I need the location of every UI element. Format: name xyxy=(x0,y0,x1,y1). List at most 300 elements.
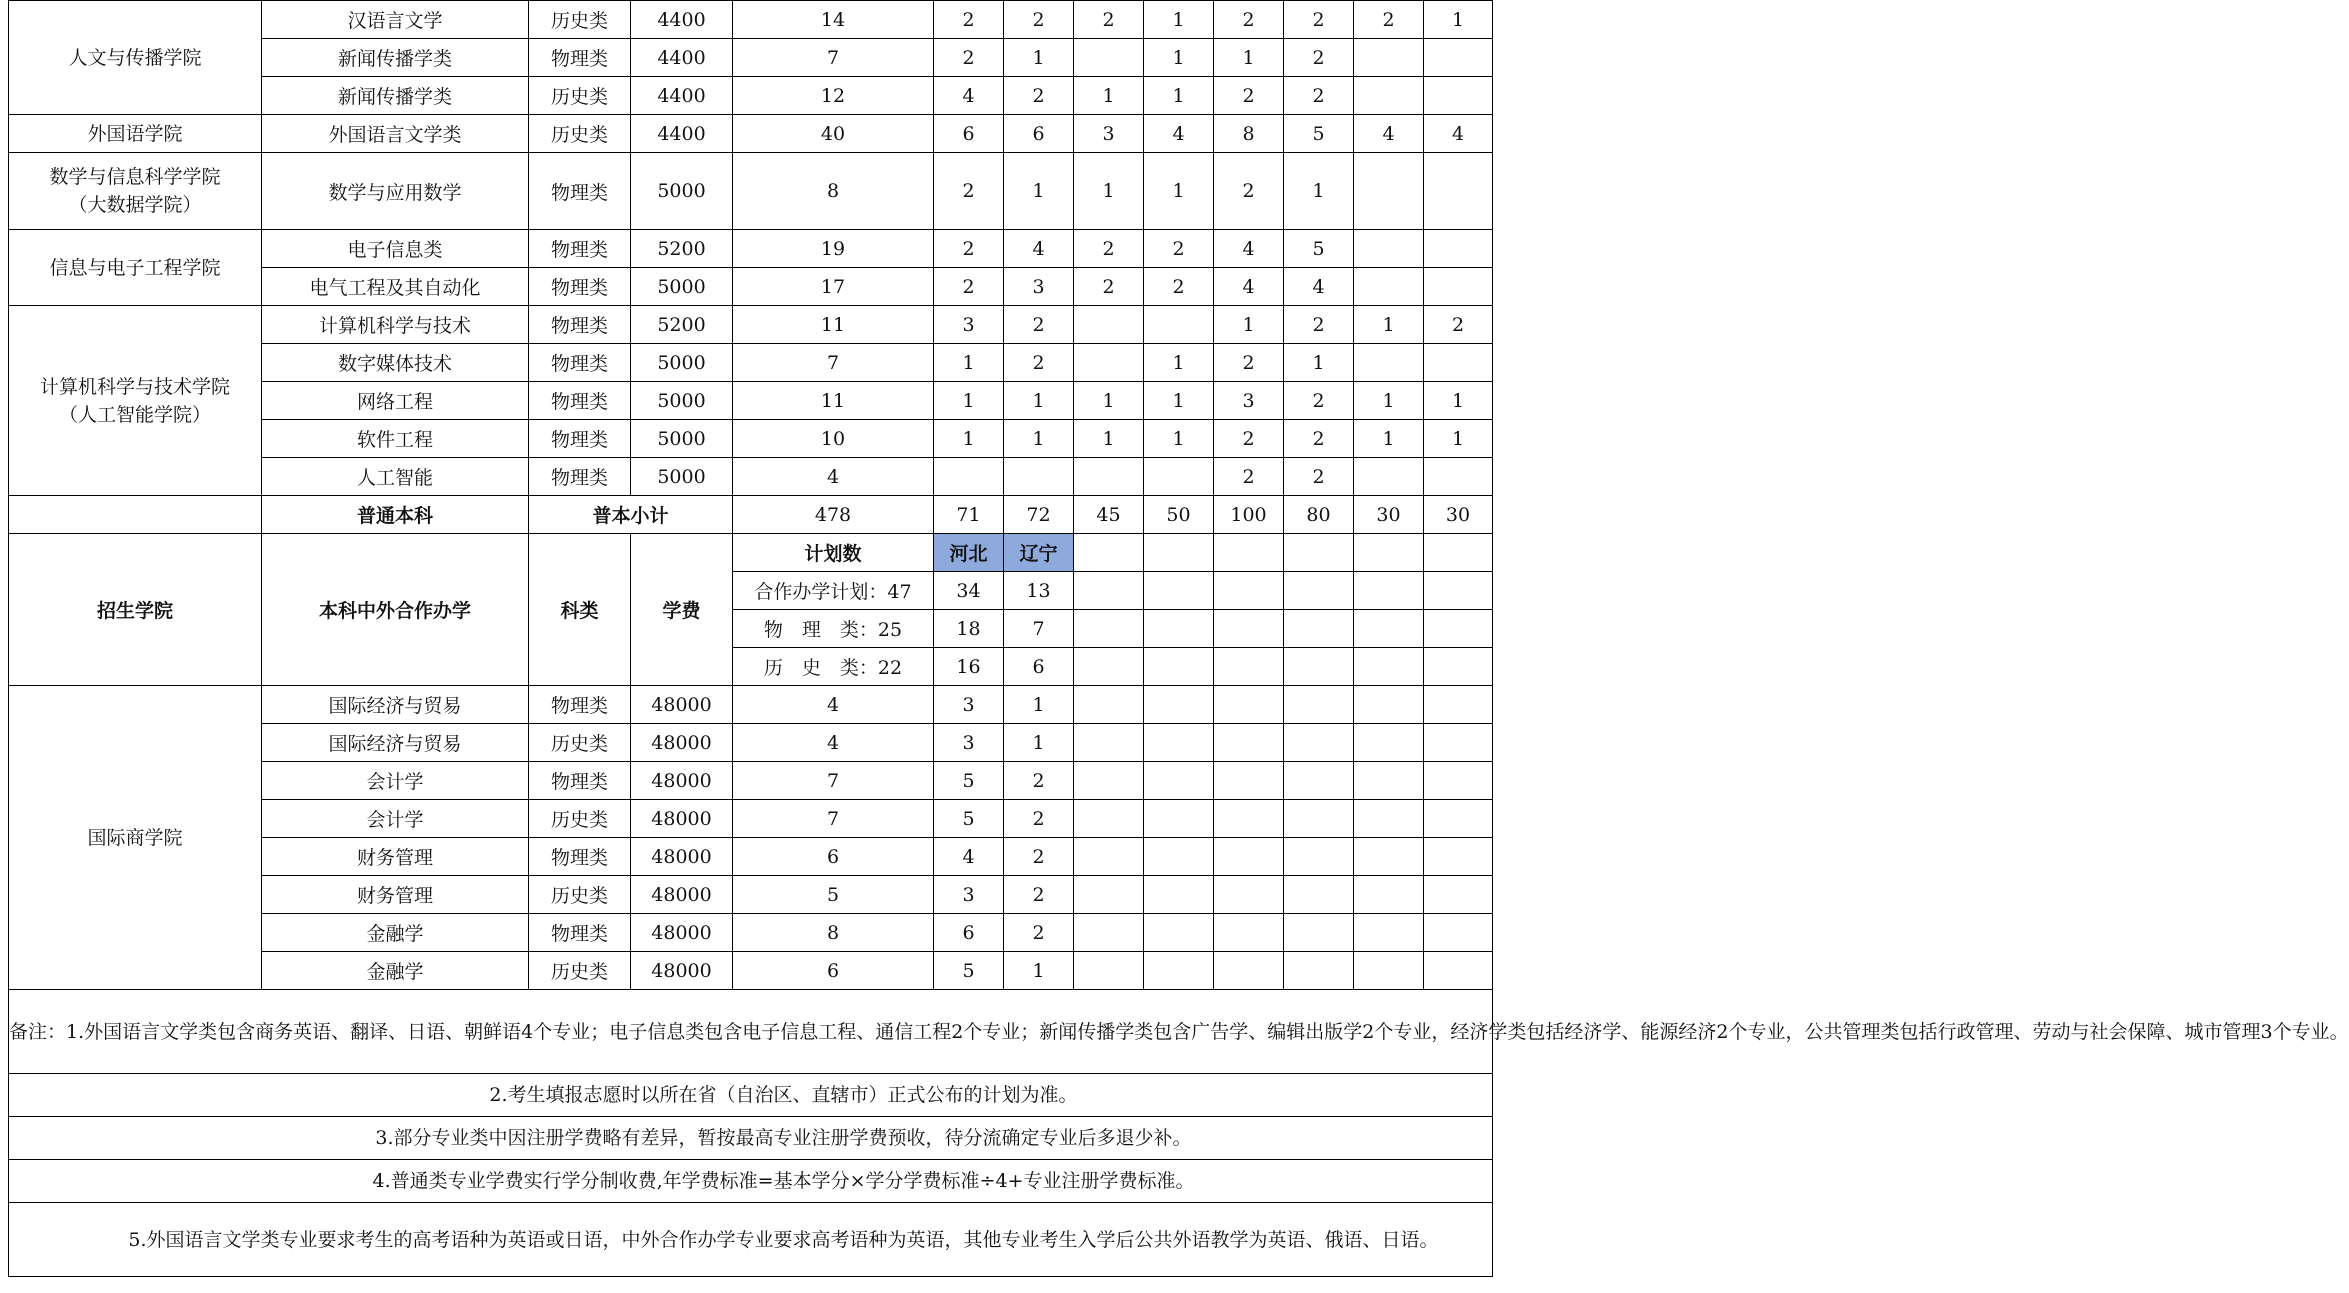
province-quota: 2 xyxy=(1004,762,1074,800)
empty-cell xyxy=(1424,610,1493,648)
empty-cell xyxy=(1284,648,1354,686)
province-quota xyxy=(934,458,1004,496)
province-quota: 2 xyxy=(1074,1,1144,39)
province-quota xyxy=(1074,344,1144,382)
province-quota: 1 xyxy=(1144,382,1214,420)
empty-cell xyxy=(1074,800,1144,838)
province-quota xyxy=(1354,230,1424,268)
tuition-fee: 5000 xyxy=(631,420,733,458)
province-quota: 1 xyxy=(1144,77,1214,115)
plan-total: 19 xyxy=(733,230,934,268)
table-row xyxy=(9,230,1493,268)
empty-cell xyxy=(1074,762,1144,800)
tuition-fee: 4400 xyxy=(631,115,733,153)
tuition-fee: 5000 xyxy=(631,458,733,496)
plan-total: 7 xyxy=(733,800,934,838)
province-quota: 2 xyxy=(1004,800,1074,838)
province-quota: 1 xyxy=(1424,382,1493,420)
province-quota: 2 xyxy=(1284,458,1354,496)
province-quota: 1 xyxy=(1074,77,1144,115)
province-quota xyxy=(1424,39,1493,77)
empty-cell xyxy=(1424,952,1493,990)
college-name: 计算机科学与技术学院 （人工智能学院） xyxy=(9,306,262,496)
tuition-fee: 5200 xyxy=(631,306,733,344)
province-quota: 2 xyxy=(1214,420,1284,458)
empty-cell xyxy=(1354,724,1424,762)
tuition-fee: 48000 xyxy=(631,686,733,724)
note-text: 3.部分专业类中因注册学费略有差异，暂按最高专业注册学费预收，待分流确定专业后多退少补。 xyxy=(9,1117,1493,1160)
empty-cell xyxy=(1144,610,1214,648)
coop-program-header: 本科中外合作办学 xyxy=(262,534,529,686)
major-name: 计算机科学与技术 xyxy=(262,306,529,344)
province-quota: 2 xyxy=(1004,344,1074,382)
empty-cell xyxy=(1354,572,1424,610)
empty-cell xyxy=(1424,838,1493,876)
empty-cell xyxy=(1424,534,1493,572)
table-row xyxy=(9,115,1493,153)
empty-cell xyxy=(1214,952,1284,990)
plan-total: 11 xyxy=(733,382,934,420)
empty-cell xyxy=(1214,534,1284,572)
coop-summary-quota: 16 xyxy=(934,648,1004,686)
empty-cell xyxy=(1214,724,1284,762)
major-name: 国际经济与贸易 xyxy=(262,686,529,724)
major-name: 金融学 xyxy=(262,914,529,952)
empty-cell xyxy=(1424,914,1493,952)
empty-cell xyxy=(1354,648,1424,686)
tuition-fee: 4400 xyxy=(631,39,733,77)
subject-category: 物理类 xyxy=(529,153,631,230)
province-quota: 2 xyxy=(1284,39,1354,77)
table-row xyxy=(9,306,1493,344)
subtotal-quota: 100 xyxy=(1214,496,1284,534)
plan-count-header: 计划数 xyxy=(733,534,934,572)
tuition-fee: 48000 xyxy=(631,800,733,838)
empty-cell xyxy=(1424,724,1493,762)
empty-cell xyxy=(1144,800,1214,838)
subtotal-total: 478 xyxy=(733,496,934,534)
college-name: 数学与信息科学学院 （大数据学院） xyxy=(9,153,262,230)
province-quota: 2 xyxy=(1354,1,1424,39)
table-row xyxy=(9,153,1493,230)
subtotal-row xyxy=(9,496,1493,534)
plan-total: 8 xyxy=(733,914,934,952)
province-quota xyxy=(1074,458,1144,496)
province-quota: 2 xyxy=(934,1,1004,39)
province-quota: 4 xyxy=(934,77,1004,115)
major-name: 汉语言文学 xyxy=(262,1,529,39)
coop-fee-header: 学费 xyxy=(631,534,733,686)
coop-summary-quota: 13 xyxy=(1004,572,1074,610)
province-quota: 1 xyxy=(1354,306,1424,344)
coop-summary-label: 历 史 类：22 xyxy=(733,648,934,686)
plan-total: 7 xyxy=(733,762,934,800)
empty-cell xyxy=(1144,648,1214,686)
empty-cell xyxy=(1284,610,1354,648)
plan-total: 5 xyxy=(733,876,934,914)
province-quota: 1 xyxy=(1144,344,1214,382)
empty-cell xyxy=(1074,838,1144,876)
coop-summary-quota: 18 xyxy=(934,610,1004,648)
empty-cell xyxy=(1214,876,1284,914)
subtotal-quota: 72 xyxy=(1004,496,1074,534)
subtotal-quota: 30 xyxy=(1354,496,1424,534)
major-name: 国际经济与贸易 xyxy=(262,724,529,762)
major-name: 财务管理 xyxy=(262,838,529,876)
province-quota: 3 xyxy=(1214,382,1284,420)
major-name: 软件工程 xyxy=(262,420,529,458)
province-quota xyxy=(1074,39,1144,77)
empty-cell xyxy=(1214,686,1284,724)
coop-summary-quota: 7 xyxy=(1004,610,1074,648)
subject-category: 物理类 xyxy=(529,762,631,800)
subject-category: 物理类 xyxy=(529,382,631,420)
tuition-fee: 48000 xyxy=(631,762,733,800)
subject-category: 历史类 xyxy=(529,77,631,115)
empty-cell xyxy=(1284,838,1354,876)
plan-total: 8 xyxy=(733,153,934,230)
empty-cell xyxy=(1144,686,1214,724)
plan-total: 11 xyxy=(733,306,934,344)
subject-category: 物理类 xyxy=(529,306,631,344)
empty-cell xyxy=(1284,686,1354,724)
empty-cell xyxy=(1354,952,1424,990)
subtotal-quota: 30 xyxy=(1424,496,1493,534)
major-name: 数学与应用数学 xyxy=(262,153,529,230)
province-quota xyxy=(1424,230,1493,268)
province-quota: 3 xyxy=(1074,115,1144,153)
province-quota: 2 xyxy=(1214,1,1284,39)
major-name: 电子信息类 xyxy=(262,230,529,268)
province-quota: 2 xyxy=(934,268,1004,306)
college-name: 国际商学院 xyxy=(9,686,262,990)
empty-cell xyxy=(1214,800,1284,838)
province-quota xyxy=(1144,306,1214,344)
province-quota: 3 xyxy=(934,306,1004,344)
college-name: 人文与传播学院 xyxy=(9,1,262,115)
tuition-fee: 48000 xyxy=(631,724,733,762)
empty-cell xyxy=(1214,610,1284,648)
plan-total: 6 xyxy=(733,838,934,876)
province-quota: 1 xyxy=(1004,952,1074,990)
empty-cell xyxy=(1074,952,1144,990)
province-quota: 6 xyxy=(1004,115,1074,153)
province-quota: 2 xyxy=(1214,458,1284,496)
province-quota: 1 xyxy=(1144,420,1214,458)
province-quota: 2 xyxy=(1004,1,1074,39)
province-quota: 3 xyxy=(934,686,1004,724)
province-quota: 1 xyxy=(1214,306,1284,344)
empty-cell xyxy=(1354,762,1424,800)
major-name: 人工智能 xyxy=(262,458,529,496)
subject-category: 历史类 xyxy=(529,876,631,914)
province-quota xyxy=(1354,458,1424,496)
subject-category: 物理类 xyxy=(529,230,631,268)
subtotal-quota: 45 xyxy=(1074,496,1144,534)
coop-summary-quota: 6 xyxy=(1004,648,1074,686)
province-quota: 2 xyxy=(1284,306,1354,344)
empty-cell xyxy=(1424,572,1493,610)
province-quota: 4 xyxy=(934,838,1004,876)
province-liaoning-header: 辽宁 xyxy=(1004,534,1074,572)
province-quota xyxy=(1354,268,1424,306)
plan-total: 10 xyxy=(733,420,934,458)
tuition-fee: 48000 xyxy=(631,952,733,990)
empty-cell xyxy=(1284,876,1354,914)
subject-category: 物理类 xyxy=(529,344,631,382)
province-quota: 5 xyxy=(934,762,1004,800)
province-quota: 1 xyxy=(1074,153,1144,230)
empty-cell xyxy=(1074,724,1144,762)
empty-cell xyxy=(1144,952,1214,990)
province-quota: 2 xyxy=(934,39,1004,77)
subject-category: 历史类 xyxy=(529,800,631,838)
province-quota xyxy=(1144,458,1214,496)
province-quota: 1 xyxy=(1074,382,1144,420)
empty-cell xyxy=(1424,876,1493,914)
tuition-fee: 5000 xyxy=(631,382,733,420)
major-name: 会计学 xyxy=(262,800,529,838)
province-quota: 5 xyxy=(934,952,1004,990)
note-text: 2.考生填报志愿时以所在省（自治区、直辖市）正式公布的计划为准。 xyxy=(9,1074,1493,1117)
province-quota: 2 xyxy=(1004,914,1074,952)
college-name: 外国语学院 xyxy=(9,115,262,153)
province-quota: 2 xyxy=(1074,230,1144,268)
province-quota: 4 xyxy=(1424,115,1493,153)
subtotal-sublabel: 普本小计 xyxy=(529,496,733,534)
empty-cell xyxy=(1354,838,1424,876)
plan-total: 4 xyxy=(733,686,934,724)
province-quota: 2 xyxy=(1074,268,1144,306)
empty-cell xyxy=(1284,572,1354,610)
note-text: 备注：1.外国语言文学类包含商务英语、翻译、日语、朝鲜语4个专业；电子信息类包含电子信息工程、通信工程2个专业；新闻传播学类包含广告学、编辑出版学2个专业，经济学类包括经济学、能源经济2个专业，公共管理类包括行政管理、劳动与社会保障、城市管理3个专业。 xyxy=(9,990,1493,1074)
coop-category-header: 科类 xyxy=(529,534,631,686)
province-quota: 2 xyxy=(1214,153,1284,230)
empty-cell xyxy=(1074,572,1144,610)
province-quota: 1 xyxy=(1214,39,1284,77)
college-name: 信息与电子工程学院 xyxy=(9,230,262,306)
plan-total: 12 xyxy=(733,77,934,115)
province-quota: 4 xyxy=(1144,115,1214,153)
province-quota xyxy=(1354,344,1424,382)
empty-cell xyxy=(1214,762,1284,800)
empty-cell xyxy=(1144,572,1214,610)
empty-cell xyxy=(1144,724,1214,762)
empty-cell xyxy=(1424,686,1493,724)
plan-total: 14 xyxy=(733,1,934,39)
province-quota: 1 xyxy=(1004,724,1074,762)
province-quota: 2 xyxy=(934,153,1004,230)
empty-cell xyxy=(1354,686,1424,724)
tuition-fee: 48000 xyxy=(631,914,733,952)
empty-cell xyxy=(1214,572,1284,610)
subject-category: 物理类 xyxy=(529,914,631,952)
province-quota xyxy=(1354,77,1424,115)
empty-cell xyxy=(1074,648,1144,686)
table-row xyxy=(9,1,1493,39)
coop-header-row xyxy=(9,534,1493,572)
empty-cell xyxy=(1284,534,1354,572)
empty-cell xyxy=(1284,724,1354,762)
province-quota: 6 xyxy=(934,914,1004,952)
province-quota: 2 xyxy=(1144,230,1214,268)
province-quota: 2 xyxy=(934,230,1004,268)
empty-cell xyxy=(1214,914,1284,952)
plan-total: 4 xyxy=(733,458,934,496)
empty-cell xyxy=(1354,610,1424,648)
subtotal-quota: 71 xyxy=(934,496,1004,534)
empty-cell xyxy=(1074,686,1144,724)
coop-summary-label: 合作办学计划：47 xyxy=(733,572,934,610)
empty-cell xyxy=(9,496,262,534)
enrollment-plan-table xyxy=(8,0,2349,1277)
province-quota xyxy=(1424,77,1493,115)
tuition-fee: 48000 xyxy=(631,876,733,914)
major-name: 新闻传播学类 xyxy=(262,77,529,115)
province-quota: 2 xyxy=(1284,420,1354,458)
province-quota: 4 xyxy=(1214,268,1284,306)
province-quota: 2 xyxy=(1004,838,1074,876)
subject-category: 历史类 xyxy=(529,952,631,990)
province-quota xyxy=(1354,39,1424,77)
empty-cell xyxy=(1284,914,1354,952)
province-quota: 2 xyxy=(1214,344,1284,382)
province-quota: 1 xyxy=(1424,420,1493,458)
province-quota: 4 xyxy=(1214,230,1284,268)
note-row xyxy=(9,1203,1493,1277)
province-quota: 1 xyxy=(1424,1,1493,39)
province-quota: 2 xyxy=(1284,77,1354,115)
coop-summary-quota: 34 xyxy=(934,572,1004,610)
note-row xyxy=(9,1117,1493,1160)
subtotal-quota: 80 xyxy=(1284,496,1354,534)
province-quota: 3 xyxy=(934,724,1004,762)
coop-college-header: 招生学院 xyxy=(9,534,262,686)
coop-summary-label: 物 理 类：25 xyxy=(733,610,934,648)
province-quota: 1 xyxy=(1004,420,1074,458)
province-quota: 4 xyxy=(1284,268,1354,306)
empty-cell xyxy=(1074,914,1144,952)
tuition-fee: 4400 xyxy=(631,77,733,115)
province-quota: 5 xyxy=(1284,115,1354,153)
province-hebei-header: 河北 xyxy=(934,534,1004,572)
empty-cell xyxy=(1144,876,1214,914)
subject-category: 物理类 xyxy=(529,458,631,496)
province-quota: 8 xyxy=(1214,115,1284,153)
tuition-fee: 5000 xyxy=(631,268,733,306)
province-quota xyxy=(1074,306,1144,344)
province-quota: 2 xyxy=(1144,268,1214,306)
tuition-fee: 5000 xyxy=(631,153,733,230)
note-text: 4.普通类专业学费实行学分制收费,年学费标准=基本学分×学分学费标准÷4+专业注册学费标准。 xyxy=(9,1160,1493,1203)
province-quota: 2 xyxy=(1004,876,1074,914)
table-body xyxy=(9,1,2349,1277)
subject-category: 物理类 xyxy=(529,39,631,77)
plan-total: 40 xyxy=(733,115,934,153)
plan-total: 7 xyxy=(733,344,934,382)
note-row xyxy=(9,990,1493,1074)
province-quota: 4 xyxy=(1354,115,1424,153)
province-quota: 1 xyxy=(934,344,1004,382)
province-quota: 2 xyxy=(1214,77,1284,115)
empty-cell xyxy=(1424,762,1493,800)
province-quota: 2 xyxy=(1004,77,1074,115)
subject-category: 历史类 xyxy=(529,115,631,153)
empty-cell xyxy=(1284,800,1354,838)
major-name: 会计学 xyxy=(262,762,529,800)
province-quota xyxy=(1424,458,1493,496)
empty-cell xyxy=(1144,838,1214,876)
subtotal-label: 普通本科 xyxy=(262,496,529,534)
subject-category: 物理类 xyxy=(529,838,631,876)
empty-cell xyxy=(1214,838,1284,876)
province-quota: 1 xyxy=(1004,153,1074,230)
note-text: 5.外国语言文学类专业要求考生的高考语种为英语或日语，中外合作办学专业要求高考语种为英语，其他专业考生入学后公共外语教学为英语、俄语、日语。 xyxy=(9,1203,1493,1277)
tuition-fee: 48000 xyxy=(631,838,733,876)
province-quota: 3 xyxy=(1004,268,1074,306)
empty-cell xyxy=(1074,534,1144,572)
province-quota: 1 xyxy=(1144,39,1214,77)
empty-cell xyxy=(1354,876,1424,914)
major-name: 数字媒体技术 xyxy=(262,344,529,382)
province-quota: 1 xyxy=(1144,153,1214,230)
plan-total: 17 xyxy=(733,268,934,306)
province-quota: 2 xyxy=(1004,306,1074,344)
province-quota: 1 xyxy=(1284,153,1354,230)
major-name: 电气工程及其自动化 xyxy=(262,268,529,306)
province-quota: 1 xyxy=(1004,686,1074,724)
province-quota: 1 xyxy=(1284,344,1354,382)
province-quota: 5 xyxy=(934,800,1004,838)
province-quota: 6 xyxy=(934,115,1004,153)
table-row xyxy=(9,686,1493,724)
province-quota xyxy=(1354,153,1424,230)
province-quota: 3 xyxy=(934,876,1004,914)
province-quota: 1 xyxy=(1354,382,1424,420)
empty-cell xyxy=(1074,610,1144,648)
plan-total: 4 xyxy=(733,724,934,762)
province-quota: 5 xyxy=(1284,230,1354,268)
province-quota: 1 xyxy=(934,382,1004,420)
empty-cell xyxy=(1284,952,1354,990)
note-row xyxy=(9,1160,1493,1203)
province-quota: 1 xyxy=(934,420,1004,458)
plan-total: 6 xyxy=(733,952,934,990)
province-quota: 1 xyxy=(1144,1,1214,39)
empty-cell xyxy=(1284,762,1354,800)
tuition-fee: 5000 xyxy=(631,344,733,382)
province-quota: 2 xyxy=(1284,1,1354,39)
major-name: 外国语言文学类 xyxy=(262,115,529,153)
plan-total: 7 xyxy=(733,39,934,77)
empty-cell xyxy=(1214,648,1284,686)
province-quota xyxy=(1424,153,1493,230)
empty-cell xyxy=(1144,914,1214,952)
empty-cell xyxy=(1424,648,1493,686)
major-name: 金融学 xyxy=(262,952,529,990)
major-name: 网络工程 xyxy=(262,382,529,420)
major-name: 新闻传播学类 xyxy=(262,39,529,77)
province-quota: 1 xyxy=(1004,39,1074,77)
subject-category: 历史类 xyxy=(529,724,631,762)
province-quota: 2 xyxy=(1284,382,1354,420)
note-row xyxy=(9,1074,1493,1117)
province-quota: 1 xyxy=(1354,420,1424,458)
subject-category: 物理类 xyxy=(529,420,631,458)
empty-cell xyxy=(1424,800,1493,838)
empty-cell xyxy=(1074,876,1144,914)
subject-category: 物理类 xyxy=(529,686,631,724)
